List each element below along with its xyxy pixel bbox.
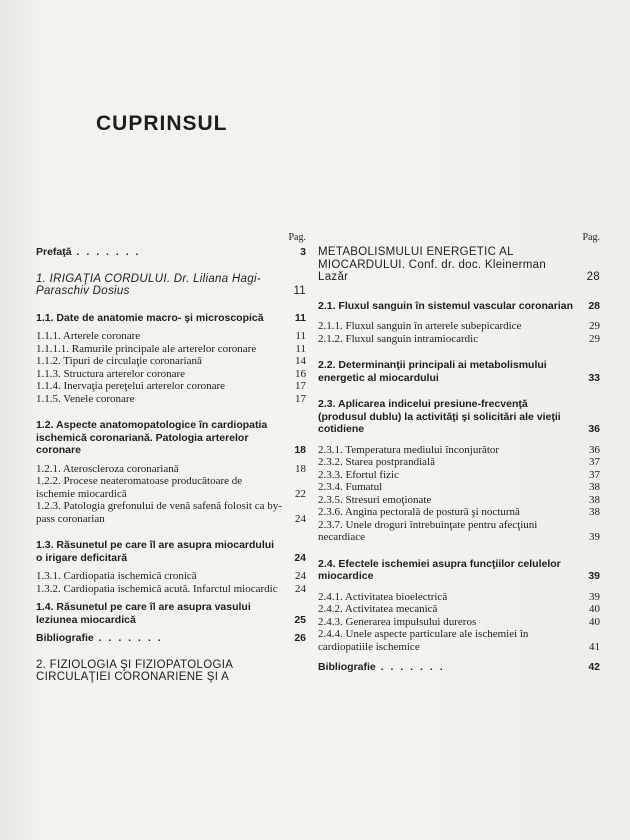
toc-entry: 2. FIZIOLOGIA ŞI FIZIOPATOLOGIA CIRCULAŢIEI CORONARIENE ŞI A [36, 658, 233, 683]
toc-entry: 2.3.6. Angina pectorală de postură şi nocturnă 38 [318, 506, 600, 518]
toc-entry: 1.2.3. Patologia grefonului de venă safenă folosit ca by-pass coronarian 24 [36, 500, 306, 525]
toc-entry: 1.3.1. Cardiopatia ischemică cronică 24 [36, 570, 306, 582]
toc-entry: 2.4. Efectele ischemiei asupra funcţiilor celulelor miocardice 39 [318, 557, 600, 582]
toc-entry: 2.3. Aplicarea indicelui presiune-frecvenţă (produsul dublu) la activităţi şi solicitări ale vieţii cotidiene 36 [318, 398, 600, 435]
toc-entry: 2.4.1. Activitatea bioelectrică 39 [318, 590, 600, 603]
toc-entry: Prefaţă . . 3 [36, 246, 306, 259]
toc-entry: 2.4.3. Generarea impulsului dureros 40 [318, 615, 600, 628]
toc-entry: 2.3.4. Fumatul 38 [318, 481, 600, 493]
toc-entry: 1.1.5. Venele coronare 17 [36, 392, 306, 405]
toc-entry: METABOLISMULUI ENERGETIC AL MIOCARDULUI. Conf. dr. doc. Kleinerman Lazăr 28 [318, 246, 600, 283]
toc-entry: 2.3.5. Stresuri emoţionate 38 [318, 493, 600, 506]
toc-entry: 1.2.2. Procese neateromatoase producătoare de ischemie miocardică 22 [36, 475, 306, 500]
page-column-label: Pag. [288, 232, 306, 243]
toc-right-column [318, 232, 600, 674]
page-column-label: Pag. [582, 232, 600, 243]
toc-entry: 2.3.3. Efortul fizic 37 [318, 468, 600, 481]
toc-entry: 2.2. Determinanţii principali ai metabolismului energetic al miocardului 33 [318, 359, 600, 384]
toc-entry: 1.1.4. Inervaţia pereţelui arterelor coronare 17 [36, 380, 306, 392]
toc-entry: Bibliografie . . 42 [318, 661, 600, 674]
toc-entry: 2.1.1. Fluxul sanguin în arterele subepicardice 29 [318, 320, 600, 332]
toc-entry: 1.2. Aspecte anatomopatologice în cardiopatia ischemică coronariană. Patologia arterelor coronare 18 [36, 419, 306, 456]
toc-entry: 1. IRIGAŢIA CORDULUI. Dr. Liliana Hagi-Paraschiv Dosius 11 [36, 272, 306, 297]
toc-entry: 1.1.2. Tipuri de circulaţie coronariană 14 [36, 355, 306, 367]
toc-entry: 1.1.1. Arterele coronare 11 [36, 330, 306, 342]
toc-entry: 2.3.1. Temperatura mediului înconjurător 36 [318, 443, 600, 456]
toc-entry: 1.1.1.1. Ramurile principale ale arterelor coronare 11 [36, 342, 306, 355]
toc-entry: 2.1.2. Fluxul sanguin intramiocardic 29 [318, 332, 600, 345]
toc-entry: 2.3.2. Starea postprandială 37 [318, 456, 600, 468]
toc-entry: 2.4.4. Unele aspecte particulare ale ischemiei în cardiopatiile ischemice 41 [318, 628, 600, 653]
toc-entry: Bibliografie . . 26 [36, 632, 306, 645]
toc-entry: 1.3.2. Cardiopatia ischemică acută. Infarctul miocardic 24 [36, 582, 306, 595]
toc-left-column [36, 232, 306, 684]
toc-entry: 2.3.7. Unele droguri întrebuinţate pentru afecţiuni necardiace 39 [318, 518, 600, 543]
toc-entry: 1.1. Date de anatomie macro- şi microscopică 11 [36, 311, 306, 324]
toc-entry: 1.4. Răsunetul pe care îl are asupra vasului leziunea miocardică 25 [36, 601, 306, 626]
toc-entry: 1.2.1. Ateroscleroza coronariană 18 [36, 462, 306, 475]
toc-entry: 2.1. Fluxul sanguin în sistemul vascular coronarian 28 [318, 299, 600, 312]
toc-entry: 1.1.3. Structura arterelor coronare 16 [36, 367, 306, 380]
toc-entry: 2.4.2. Activitatea mecanică 40 [318, 603, 600, 615]
toc-entry: 1.3. Răsunetul pe care îl are asupra miocardului o irigare deficitară 24 [36, 539, 306, 564]
page-title: CUPRINSUL [96, 112, 228, 135]
